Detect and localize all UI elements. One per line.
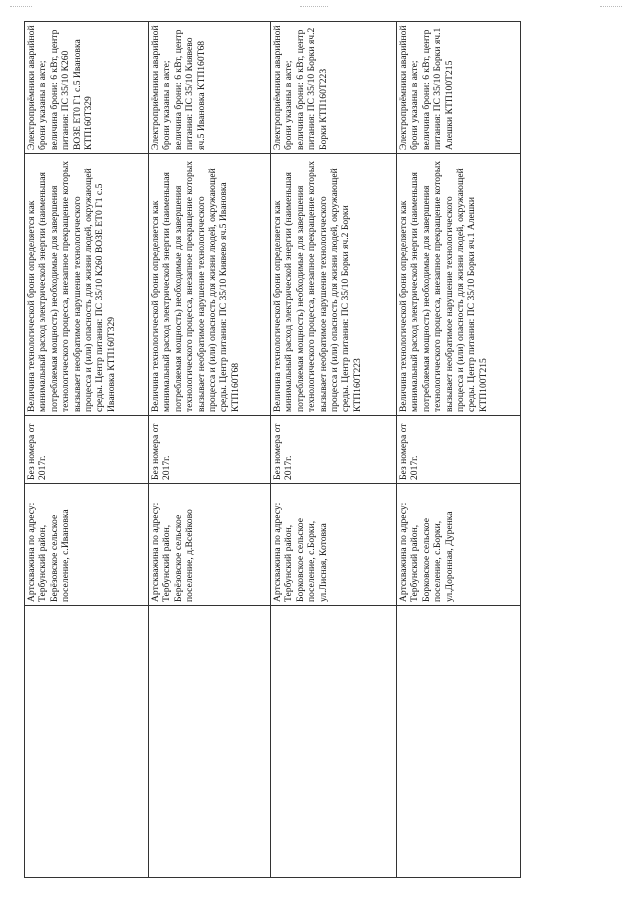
address-cell: Артскважина по адресу: Тербунский район, Борковское сельское поселение, с.Борки, ул.Доронная, Дуренка — [397, 484, 521, 606]
emergency-cell: Электроприёмники аварийной брони указаны в акте; величина брони: 6 кВт, центр питания: ПС 35/10 Борки яч.1 Алешки КТП100Т215 — [397, 22, 521, 154]
description-cell: Величина технологической брони определяется как минимальный расход электрической энергии (наименьшая потребляемая мощность) необходимые для завершения технологического процесса, внезапное прекращение которых вызывает необратимое нарушение технологического процесса и (или) опасность для жизни людей, окружающей среды. Центр питания: ПС 35/10 Борки яч.1 Алешки КТП100Т215 — [397, 154, 521, 416]
scan-mark-left — [10, 6, 32, 8]
description-cell: Величина технологической брони определяется как минимальный расход электрической энергии (наименьшая потребляемая мощность) необходимые для завершения технологического процесса, внезапное прекращение которых вызывает необратимое нарушение технологического процесса и (или) опасность для жизни людей, окружающей среды. Центр питания: ПС 35/10 Киявево яч.5 Ивановка КТП160Т68 — [149, 154, 271, 416]
empty-cell — [25, 606, 149, 878]
table-row — [25, 22, 149, 878]
emergency-cell: Электроприёмники аварийной брони указаны в акте; величина брони: 6 кВт, центр питания: ПС 35/10 Киявево яч.5 Ивановка КТП160Т68 — [149, 22, 271, 154]
description-cell: Величина технологической брони определяется как минимальный расход электрической энергии (наименьшая потребляемая мощность) необходимые для завершения технологического процесса, внезапное прекращение которых вызывает необратимое нарушение технологического процесса и (или) опасность для жизни людей, окружающей среды. Центр питания: ПС 35/10 К260 ВОЗЕ ЕТ0 Г1 с.5 Ивановка КТП160Т329 — [25, 154, 149, 416]
emergency-cell: Электроприёмники аварийной брони указаны в акте; величина брони: 6 кВт, центр питания: ПС 35/10 Борки яч.2 Борки КТП160Т223 — [271, 22, 397, 154]
number-cell: Без номера от 2017г. — [271, 416, 397, 484]
table-row — [397, 22, 521, 878]
scan-mark-right — [600, 6, 622, 8]
empty-cell — [397, 606, 521, 878]
description-cell: Величина технологической брони определяется как минимальный расход электрической энергии (наименьшая потребляемая мощность) необходимые для завершения технологического процесса, внезапное прекращение которых вызывает необратимое нарушение технологического процесса и (или) опасность для жизни людей, окружающей среды. Центр питания: ПС 35/10 Борки яч.2 Борки КТП160Т223 — [271, 154, 397, 416]
reservation-table — [24, 21, 521, 878]
number-cell: Без номера от 2017г. — [25, 416, 149, 484]
number-cell: Без номера от 2017г. — [397, 416, 521, 484]
scan-mark-center — [300, 6, 328, 8]
rotated-page — [24, 22, 520, 878]
address-cell: Артскважина по адресу: Тербунский район, Берёзовское сельское поселение, с.Ивановка — [25, 484, 149, 606]
emergency-cell: Электроприёмники аварийной брони указаны в акте; величина брони: 6 кВт, центр питания: ПС 35/10 К260 ВОЗЕ ЕТ0 Г1 с.5 Ивановка КТП160Т329 — [25, 22, 149, 154]
table-row — [149, 22, 271, 878]
address-cell: Артскважина по адресу: Тербунский район, Берёзовское сельское поселение, д.Всейково — [149, 484, 271, 606]
empty-cell — [149, 606, 271, 878]
table-row — [271, 22, 397, 878]
number-cell: Без номера от 2017г. — [149, 416, 271, 484]
address-cell: Артскважина по адресу: Тербунский район, Борковское сельское поселение, с.Борки, ул.Лисная, Котовка — [271, 484, 397, 606]
empty-cell — [271, 606, 397, 878]
